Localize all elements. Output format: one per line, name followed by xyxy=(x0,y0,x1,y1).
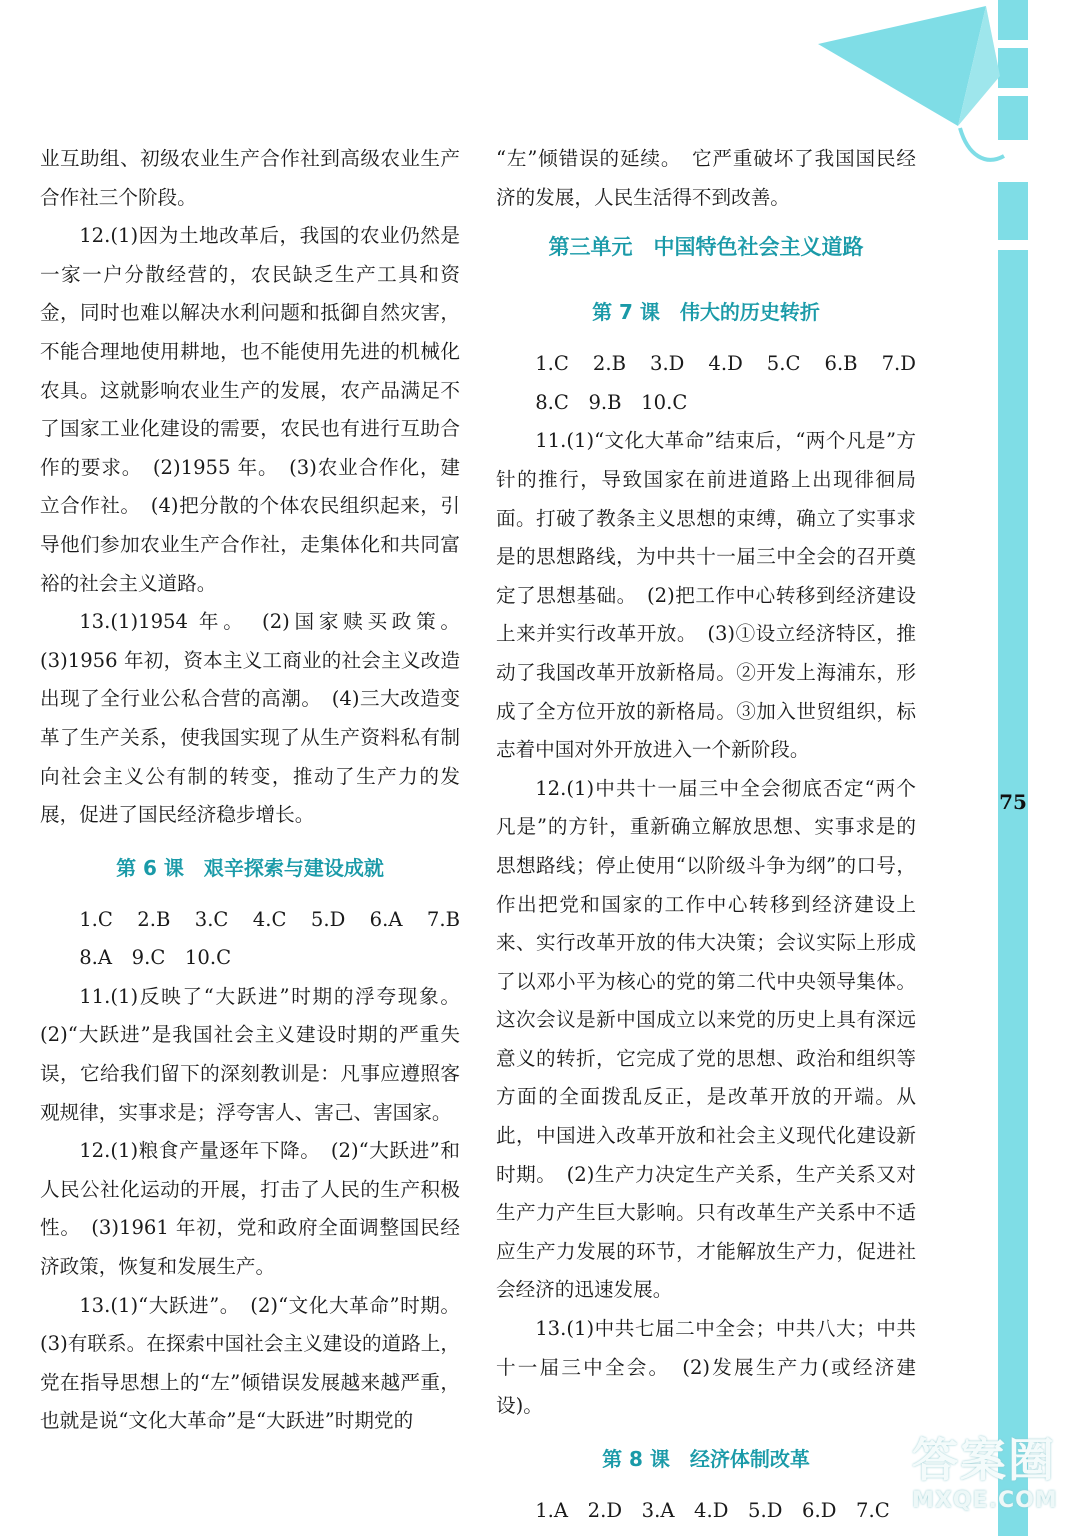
right-column xyxy=(496,140,916,1530)
side-band-main xyxy=(998,250,1028,1536)
lesson-heading: 第 6 课 艰辛探索与建设成就 xyxy=(116,855,384,880)
lesson-heading: 第 8 课 经济体制改革 xyxy=(602,1446,810,1471)
watermark-logo: 答案圈 xyxy=(912,1433,1056,1487)
lesson-heading: 第 7 课 伟大的历史转折 xyxy=(592,300,820,325)
answer-choices: 1.A 2.D 3.A 4.D 5.D 6.D 7.C xyxy=(535,1498,890,1522)
paragraph: 12.(1)粮食产量逐年下降。 (2)“大跃进”和人民公社化运动的开展，打击了人民的生产积极性。 (3)1961 年初，党和政府全面调整国民经济政策，恢复和发展生产。 xyxy=(40,1139,460,1279)
watermark-url: MXQE.COM xyxy=(912,1488,1058,1513)
page-number: 75 xyxy=(999,790,1027,814)
paragraph: 13.(1)1954 年。 (2)国家赎买政策。(3)1956 年初，资本主义工商业的社会主义改造出现了全行业公私合营的高潮。 (4)三大改造变革了生产关系，使我国实现了从生产资料私有制向社会主义公有制的转变，推动了生产力的发展，促进了国民经济稳步增长。 xyxy=(40,610,460,827)
paragraph: 11.(1)反映了“大跃进”时期的浮夸现象。(2)“大跃进”是我国社会主义建设时期的严重失误，它给我们留下的深刻教训是：凡事应遵照客观规律，实事求是；浮夸害人、害己、害国家。 xyxy=(40,984,460,1124)
paragraph: 12.(1)因为土地改革后，我国的农业仍然是一家一户分散经营的，农民缺乏生产工具和资金，同时也难以解决水利问题和抵御自然灾害，不能合理地使用耕地，也不能使用先进的机械化农具。这就影响农业生产的发展，农产品满足不了国家工业化建设的需要，农民也有进行互助合作的要求。 (2)1955 年。 (3)农业合作化，建立合作社。 (4)把分散的个体农民组织起来，引导他们参加农业生产合作社，走集体化和共同富裕的社会主义道路。 xyxy=(40,224,460,595)
paragraph: 12.(1)中共十一届三中全会彻底否定“两个凡是”的方针，重新确立解放思想、实事求是的思想路线；停止使用“以阶级斗争为纲”的口号，作出把党和国家的工作中心转移到经济建设上来、实行改革开放的伟大决策；会议实际上形成了以邓小平为核心的党的第二代中央领导集体。这次会议是新中国成立以来党的历史上具有深远意义的转折，它完成了党的思想、政治和组织等方面的全面拨乱反正，是改革开放的开端。从此，中国进入改革开放和社会主义现代化建设新时期。 (2)生产力决定生产关系，生产关系又对生产力产生巨大影响。只有改革生产关系中不适应生产力发展的环节，才能解放生产力，促进社会经济的迅速发展。 xyxy=(496,776,916,1302)
answer-choices: 1.C 2.B 3.D 4.D 5.C 6.B 7.D 8.C 9.B 10.C xyxy=(535,352,916,414)
paragraph: 13.(1)中共七届二中全会；中共八大；中共十一届三中全会。 (2)发展生产力(或经济建设)。 xyxy=(496,1317,916,1418)
unit-heading: 第三单元 中国特色社会主义道路 xyxy=(548,235,864,260)
paragraph: 业互助组、初级农业生产合作社到高级农业生产合作社三个阶段。 xyxy=(40,147,460,209)
paragraph: 13.(1)“大跃进”。 (2)“文化大革命”时期。(3)有联系。在探索中国社会主义建设的道路上，党在指导思想上的“左”倾错误发展越来越严重，也就是说“文化大革命”是“大跃进”时期党的 xyxy=(40,1293,460,1433)
paragraph: 11.(1)“文化大革命”结束后，“两个凡是”方针的推行，导致国家在前进道路上出现徘徊局面。打破了教条主义思想的束缚，确立了实事求是的思想路线，为中共十一届三中全会的召开奠定了思想基础。 (2)把工作中心转移到经济建设上来并实行改革开放。 (3)①设立经济特区，推动了我国改革开放新格局。②开发上海浦东，形成了全方位开放的新格局。③加入世贸组织，标志着中国对外开放进入一个新阶段。 xyxy=(496,429,916,762)
watermark xyxy=(912,1432,1062,1528)
answer-choices: 1.C 2.B 3.C 4.C 5.D 6.A 7.B 8.A 9.C 10.C xyxy=(79,907,460,970)
left-column xyxy=(40,140,460,1441)
paragraph: “左”倾错误的延续。 它严重破坏了我国国民经济的发展，人民生活得不到改善。 xyxy=(496,147,916,209)
